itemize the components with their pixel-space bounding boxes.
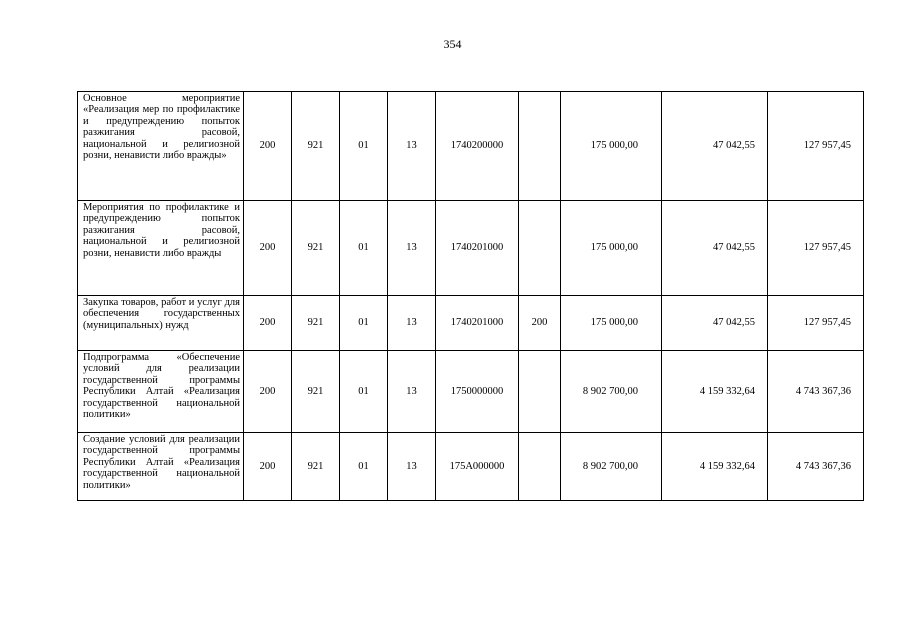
cell-target-code: 1750000000: [436, 351, 519, 433]
cell-code-4: 13: [388, 296, 436, 351]
cell-code-4: 13: [388, 433, 436, 501]
cell-code-2: 921: [292, 201, 340, 296]
cell-sum-1: 175 000,00: [561, 92, 662, 201]
cell-code-2: 921: [292, 433, 340, 501]
cell-code-1: 200: [244, 201, 292, 296]
cell-target-code: 1740201000: [436, 296, 519, 351]
cell-code-2: 921: [292, 296, 340, 351]
cell-expense-type: [519, 92, 561, 201]
row-name: Подпрограмма «Обеспечение условий для реализации государственной программы Республики Алтай «Реализация государственной национальной политики»: [78, 351, 244, 433]
cell-sum-3: 127 957,45: [768, 296, 864, 351]
table-row: [78, 433, 864, 501]
cell-expense-type: 200: [519, 296, 561, 351]
cell-expense-type: [519, 433, 561, 501]
cell-sum-3: 4 743 367,36: [768, 433, 864, 501]
cell-code-3: 01: [340, 433, 388, 501]
cell-sum-1: 8 902 700,00: [561, 351, 662, 433]
cell-sum-2: 47 042,55: [662, 92, 768, 201]
cell-sum-3: 4 743 367,36: [768, 351, 864, 433]
page-number: 354: [443, 37, 462, 51]
cell-sum-2: 4 159 332,64: [662, 433, 768, 501]
row-name: Мероприятия по профилактике и предупреждению попыток разжигания расовой, национальной и религиозной розни, ненависти либо вражды: [78, 201, 244, 296]
cell-target-code: 175А000000: [436, 433, 519, 501]
cell-code-3: 01: [340, 351, 388, 433]
cell-code-2: 921: [292, 351, 340, 433]
cell-sum-3: 127 957,45: [768, 201, 864, 296]
cell-sum-2: 47 042,55: [662, 201, 768, 296]
cell-code-4: 13: [388, 351, 436, 433]
cell-code-1: 200: [244, 296, 292, 351]
cell-code-3: 01: [340, 296, 388, 351]
cell-sum-1: 175 000,00: [561, 201, 662, 296]
cell-code-3: 01: [340, 92, 388, 201]
table-row: [78, 351, 864, 433]
cell-expense-type: [519, 201, 561, 296]
cell-sum-1: 175 000,00: [561, 296, 662, 351]
cell-code-4: 13: [388, 92, 436, 201]
row-name: Создание условий для реализации государственной программы Республики Алтай «Реализация государственной национальной политики»: [78, 433, 244, 501]
cell-code-3: 01: [340, 201, 388, 296]
row-name: Основное мероприятие «Реализация мер по профилактике и предупреждению попыток разжигания расовой, национальной и религиозной розни, ненависти либо вражды»: [78, 92, 244, 201]
row-name: Закупка товаров, работ и услуг для обеспечения государственных (муниципальных) нужд: [78, 296, 244, 351]
budget-table: [77, 91, 864, 501]
cell-code-1: 200: [244, 351, 292, 433]
cell-code-4: 13: [388, 201, 436, 296]
cell-sum-1: 8 902 700,00: [561, 433, 662, 501]
cell-code-1: 200: [244, 433, 292, 501]
table-row: [78, 296, 864, 351]
cell-target-code: 1740201000: [436, 201, 519, 296]
cell-sum-2: 4 159 332,64: [662, 351, 768, 433]
cell-code-2: 921: [292, 92, 340, 201]
cell-sum-3: 127 957,45: [768, 92, 864, 201]
cell-sum-2: 47 042,55: [662, 296, 768, 351]
cell-code-1: 200: [244, 92, 292, 201]
cell-expense-type: [519, 351, 561, 433]
cell-target-code: 1740200000: [436, 92, 519, 201]
table-row: [78, 92, 864, 201]
table-row: [78, 201, 864, 296]
